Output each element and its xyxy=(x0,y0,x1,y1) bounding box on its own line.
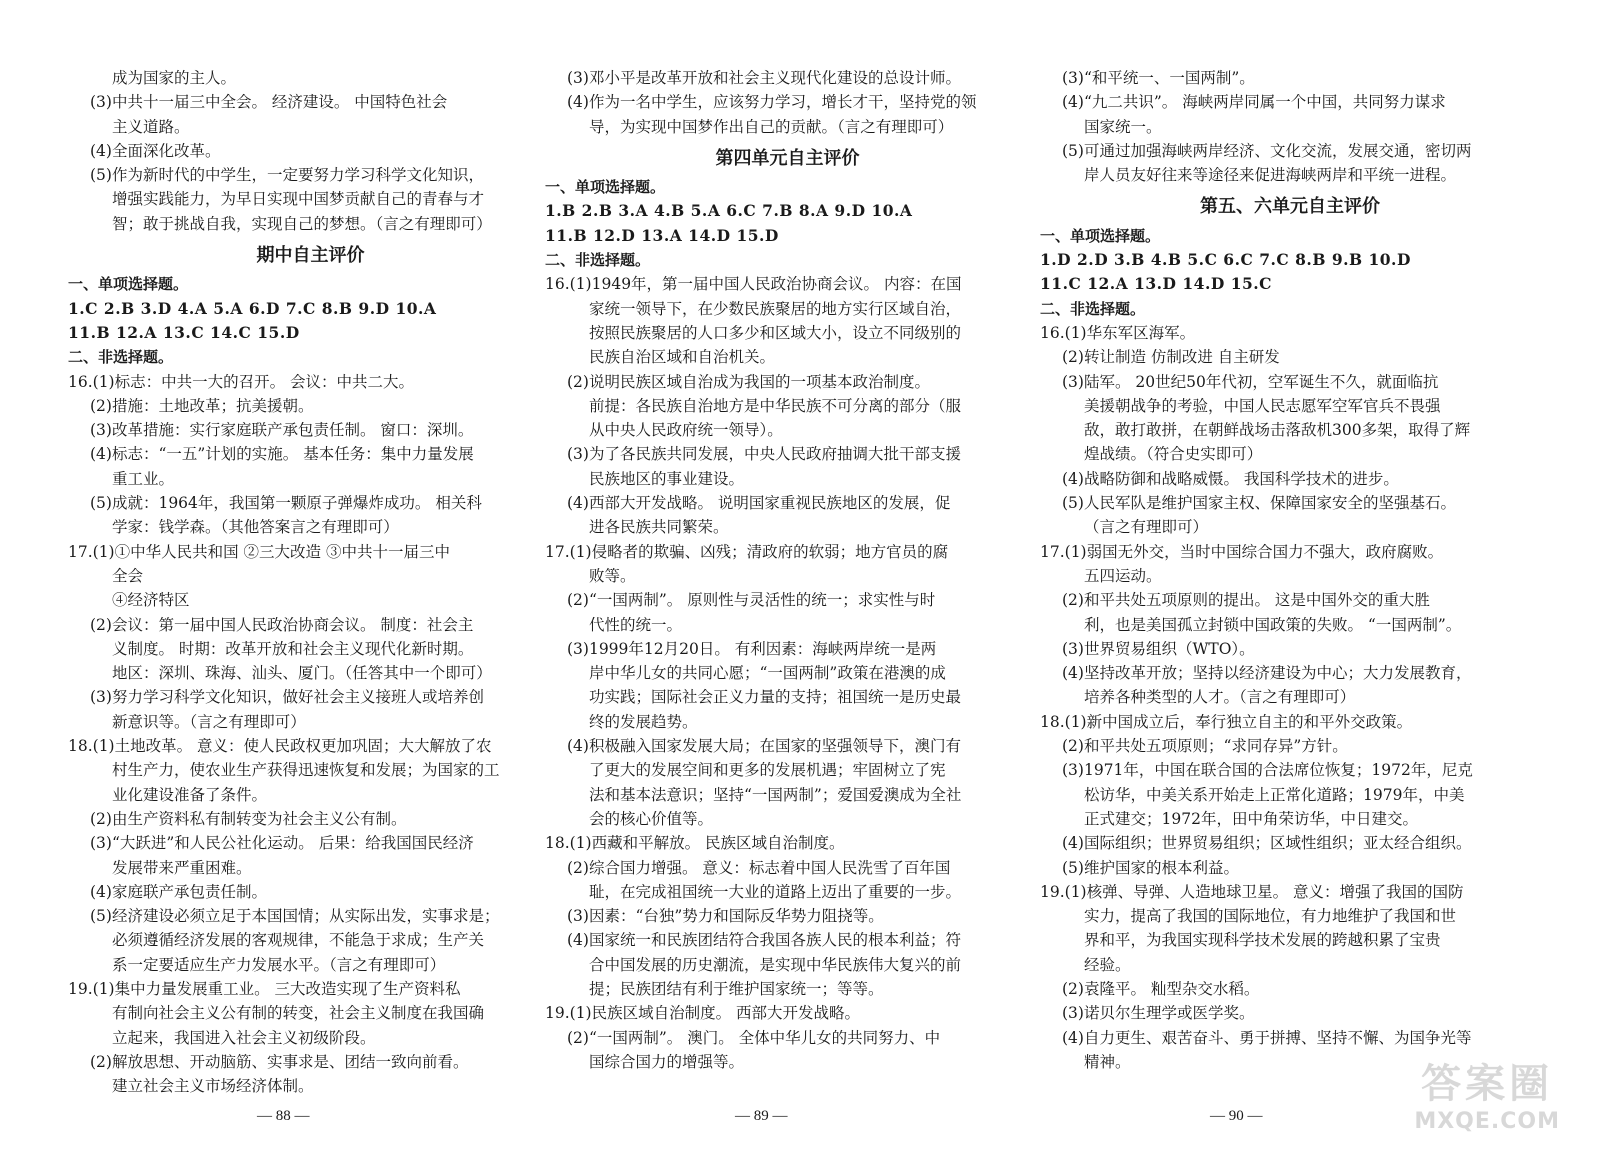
sub-answer-line: (4)坚持改革开放；坚持以经济建设为中心；大力发展教育， xyxy=(1062,664,1472,683)
question-answer-line: 16.(1)1949年，第一届中国人民政治协商会议。 内容：在国 xyxy=(545,275,962,294)
sub-answer-line: (5)作为新时代的中学生，一定要努力学习科学文化知识， xyxy=(90,166,484,185)
sub-answer-line: (3)诺贝尔生理学或医学奖。 xyxy=(1062,1004,1255,1023)
sub-answer-line: (3)世界贸易组织（WTO）。 xyxy=(1062,639,1255,658)
sub-answer-line: (3)因素：“台独”势力和国际反华势力阻挠等。 xyxy=(567,907,884,926)
continuation-line: 功实践；国际社会正义力量的支持；祖国统一是历史最 xyxy=(589,688,962,707)
continuation-line: 实力，提高了我国的国际地位，有力地维护了我国和世 xyxy=(1084,907,1457,926)
continuation-line: 发展带来严重困难。 xyxy=(112,858,252,877)
continuation-line: 导，为实现中国梦作出自己的贡献。（言之有理即可） xyxy=(589,117,954,136)
continuation-line: 合中国发展的历史潮流，是实现中华民族伟大复兴的前 xyxy=(589,955,962,974)
sub-answer-line: (2)说明民族区域自治成为我国的一项基本政治制度。 xyxy=(567,372,930,391)
sub-answer-line: (5)经济建设必须立足于本国国情；从实际出发，实事求是； xyxy=(90,907,500,926)
answer-key-row: 11.B 12.D 13.A 14.D 15.D xyxy=(545,225,779,245)
sub-answer-line: (4)积极融入国家发展大局；在国家的坚强领导下，澳门有 xyxy=(567,737,961,756)
column-page-89 xyxy=(545,66,1030,1074)
continuation-line: 增强实践能力，为早日实现中国梦贡献自己的青春与才 xyxy=(112,190,485,209)
question-answer-line: 16.(1)标志：中共一大的召开。 会议：中共二大。 xyxy=(68,372,415,391)
section-heading: 期中自主评价 xyxy=(256,245,365,267)
sub-answer-line: (4)战略防御和战略威慑。 我国科学技术的进步。 xyxy=(1062,469,1399,488)
continuation-line: 全会 xyxy=(112,566,144,585)
continuation-line: 前提：各民族自治地方是中华民族不可分离的部分（服 xyxy=(589,396,962,415)
continuation-line: 经验。 xyxy=(1084,955,1131,974)
continuation-line: 新意识等。（言之有理即可） xyxy=(112,712,306,731)
question-answer-line: 18.(1)土地改革。 意义：使人民政权更加巩固；大大解放了农 xyxy=(68,737,492,756)
subsection-label: 二、非选择题。 xyxy=(545,251,651,270)
sub-answer-line: (4)标志：“一五”计划的实施。 基本任务：集中力量发展 xyxy=(90,445,474,464)
question-answer-line: 17.(1)①中华人民共和国 ②三大改造 ③中共十一届三中 xyxy=(68,542,450,561)
section-heading: 第四单元自主评价 xyxy=(715,147,860,169)
continuation-line: 从中央人民政府统一领导）。 xyxy=(589,421,783,440)
continuation-line: 重工业。 xyxy=(112,469,175,488)
sub-answer-line: (5)维护国家的根本利益。 xyxy=(1062,858,1239,877)
subsection-label: 二、非选择题。 xyxy=(1040,299,1146,318)
continuation-line: 煌战绩。（符合史实即可） xyxy=(1084,445,1263,464)
continuation-line: 业化建设准备了条件。 xyxy=(112,785,268,804)
continuation-line: 义制度。 时期：改革开放和社会主义现代化新时期。 xyxy=(112,639,474,658)
answer-key-row: 1.D 2.D 3.B 4.B 5.C 6.C 7.C 8.B 9.B 10.D xyxy=(1040,250,1411,270)
watermark-logo xyxy=(1414,1052,1560,1134)
question-answer-line: 18.(1)西藏和平解放。 民族区域自治制度。 xyxy=(545,834,845,853)
sub-answer-line: (4)国家统一和民族团结符合我国各族人民的根本利益；符 xyxy=(567,931,961,950)
sub-answer-line: (2)“一国两制”。 原则性与灵活性的统一；求实性与时 xyxy=(567,591,936,610)
continuation-line: 岸人员友好往来等途径来促进海峡两岸和平统一进程。 xyxy=(1084,166,1457,185)
answer-key-row: 11.C 12.A 13.D 14.D 15.C xyxy=(1040,274,1272,294)
sub-answer-line: (3)1999年12月20日。 有利因素：海峡两岸统一是两 xyxy=(567,639,937,658)
page-number-90: — 90 — xyxy=(1210,1108,1263,1124)
question-answer-line: 18.(1)新中国成立后，奉行独立自主的和平外交政策。 xyxy=(1040,712,1413,731)
sub-answer-line: (3)邓小平是改革开放和社会主义现代化建设的总设计师。 xyxy=(567,69,961,87)
continuation-line: 美援朝战争的考验，中国人民志愿军空军官兵不畏强 xyxy=(1084,396,1441,415)
continuation-line: 民族自治区域和自治机关。 xyxy=(589,348,776,367)
answer-key-row: 1.C 2.B 3.D 4.A 5.A 6.D 7.C 8.B 9.D 10.A xyxy=(68,298,437,318)
answer-key-row: 1.B 2.B 3.A 4.B 5.A 6.C 7.B 8.A 9.D 10.A xyxy=(545,201,913,221)
continuation-line: 敌，敢打敢拼，在朝鲜战场击落敌机300多架，取得了辉 xyxy=(1084,421,1471,440)
continuation-line: 立起来，我国进入社会主义初级阶段。 xyxy=(112,1028,376,1047)
section-heading: 第五、六单元自主评价 xyxy=(1200,196,1380,218)
sub-answer-line: (2)会议：第一届中国人民政治协商会议。 制度：社会主 xyxy=(90,615,474,634)
sub-answer-line: (3)努力学习科学文化知识，做好社会主义接班人或培养创 xyxy=(90,688,484,707)
continuation-line: 家统一领导下，在少数民族聚居的地方实行区域自治， xyxy=(589,299,962,318)
sub-answer-line: (2)“一国两制”。 澳门。 全体中华儿女的共同努力、中 xyxy=(567,1028,941,1047)
sub-answer-line: (2)解放思想、开动脑筋、实事求是、团结一致向前看。 xyxy=(90,1052,469,1071)
page-number-89: — 89 — xyxy=(735,1108,788,1124)
subsection-label: 一、单项选择题。 xyxy=(68,275,189,294)
sub-answer-line: (5)成就：1964年，我国第一颗原子弹爆炸成功。 相关科 xyxy=(90,494,482,513)
continuation-line: 进各民族共同繁荣。 xyxy=(589,518,729,537)
sub-answer-line: (4)家庭联产承包责任制。 xyxy=(90,882,267,901)
sub-answer-line: (5)可通过加强海峡两岸经济、文化交流，发展交通，密切两 xyxy=(1062,141,1472,160)
question-answer-line: 19.(1)民族区域自治制度。 西部大开发战略。 xyxy=(545,1004,861,1023)
sub-answer-line: (5)人民军队是维护国家主权、保障国家安全的坚强基石。 xyxy=(1062,494,1456,513)
question-answer-line: 19.(1)核弹、导弹、人造地球卫星。 意义：增强了我国的国防 xyxy=(1040,882,1464,901)
sub-answer-line: (3)为了各民族共同发展，中央人民政府抽调大批干部支援 xyxy=(567,445,961,464)
continuation-line: 正式建交；1972年，田中角荣访华，中日建交。 xyxy=(1084,809,1418,828)
continuation-line: 有制向社会主义公有制的转变，社会主义制度在我国确 xyxy=(112,1004,485,1023)
continuation-line: 智；敢于挑战自我，实现自己的梦想。（言之有理即可） xyxy=(112,214,492,233)
watermark-url: MXQE.COM xyxy=(1414,1109,1560,1134)
continuation-line: 地区：深圳、珠海、汕头、厦门。（任答其中一个即可） xyxy=(112,664,492,683)
sub-answer-line: (4)全面深化改革。 xyxy=(90,141,221,160)
continuation-line: 界和平，为我国实现科学技术发展的跨越积累了宝贵 xyxy=(1084,931,1441,950)
continuation-line: 利，也是美国孤立封锁中国政策的失败。 “一国两制”。 xyxy=(1084,615,1462,634)
continuation-line: 主义道路。 xyxy=(112,117,190,136)
continuation-line: ④经济特区 xyxy=(112,591,190,610)
continuation-line: 法和基本法意识；坚持“一国两制”；爱国爱澳成为全社 xyxy=(589,785,962,804)
continuation-line: 会的核心价值等。 xyxy=(589,809,714,828)
sub-answer-line: (2)和平共处五项原则；“求同存异”方针。 xyxy=(1062,737,1348,756)
watermark-text: 答案圈 xyxy=(1421,1061,1554,1107)
continuation-line: 学家：钱学森。（其他答案言之有理即可） xyxy=(112,518,399,537)
sub-answer-line: (3)“和平统一、一国两制”。 xyxy=(1062,69,1255,87)
continuation-line: 系一定要适应生产力发展水平。（言之有理即可） xyxy=(112,955,446,974)
sub-answer-line: (4)西部大开发战略。 说明国家重视民族地区的发展，促 xyxy=(567,494,951,513)
sub-answer-line: (4)作为一名中学生，应该努力学习，增长才干，坚持党的领 xyxy=(567,93,977,112)
continuation-line: 培养各种类型的人才。（言之有理即可） xyxy=(1084,688,1356,707)
continuation-line: 国家统一。 xyxy=(1084,117,1162,136)
continuation-line: 村生产力，使农业生产获得迅速恢复和发展；为国家的工 xyxy=(112,761,500,780)
continuation-line: 按照民族聚居的人口多少和区域大小，设立不同级别的 xyxy=(589,323,962,342)
sub-answer-line: (2)由生产资料私有制转变为社会主义公有制。 xyxy=(90,809,407,828)
continuation-line: 败等。 xyxy=(589,566,636,585)
continuation-line: 成为国家的主人。 xyxy=(112,69,237,87)
sub-answer-line: (2)转让制造 仿制改进 自主研发 xyxy=(1062,348,1280,367)
continuation-line: 代性的统一。 xyxy=(589,615,683,634)
continuation-line: 建立社会主义市场经济体制。 xyxy=(112,1077,314,1096)
sub-answer-line: (3)中共十一届三中全会。 经济建设。 中国特色社会 xyxy=(90,93,448,112)
sub-answer-line: (2)袁隆平。 籼型杂交水稻。 xyxy=(1062,979,1260,998)
continuation-line: 国综合国力的增强等。 xyxy=(589,1052,745,1071)
subsection-label: 一、单项选择题。 xyxy=(1040,226,1161,245)
column-page-88 xyxy=(68,66,553,1098)
continuation-line: 民族地区的事业建设。 xyxy=(589,469,745,488)
continuation-line: （言之有理即可） xyxy=(1084,518,1209,537)
column-page-90 xyxy=(1040,66,1540,1074)
sub-answer-line: (3)“大跃进”和人民公社化运动。 后果：给我国国民经济 xyxy=(90,834,474,853)
page-number-88: — 88 — xyxy=(257,1108,310,1124)
continuation-line: 提；民族团结有利于维护国家统一；等等。 xyxy=(589,979,884,998)
sub-answer-line: (3)1971年，中国在联合国的合法席位恢复；1972年，尼克 xyxy=(1062,761,1473,780)
continuation-line: 了更大的发展空间和更多的发展机遇；牢固树立了宪 xyxy=(589,761,946,780)
continuation-line: 五四运动。 xyxy=(1084,566,1162,585)
continuation-line: 终的发展趋势。 xyxy=(589,712,698,731)
sub-answer-line: (2)综合国力增强。 意义：标志着中国人民洗雪了百年国 xyxy=(567,858,951,877)
sub-answer-line: (2)措施：土地改革；抗美援朝。 xyxy=(90,396,314,415)
subsection-label: 二、非选择题。 xyxy=(68,348,174,367)
sub-answer-line: (2)和平共处五项原则的提出。 这是中国外交的重大胜 xyxy=(1062,591,1430,610)
question-answer-line: 17.(1)弱国无外交，当时中国综合国力不强大，政府腐败。 xyxy=(1040,542,1444,561)
continuation-line: 松访华，中美关系开始走上正常化道路；1979年，中美 xyxy=(1084,785,1465,804)
question-answer-line: 16.(1)华东军区海军。 xyxy=(1040,323,1196,342)
sub-answer-line: (4)国际组织；世界贸易组织；区域性组织；亚太经合组织。 xyxy=(1062,834,1472,853)
sub-answer-line: (4)“九二共识”。 海峡两岸同属一个中国，共同努力谋求 xyxy=(1062,93,1446,112)
subsection-label: 一、单项选择题。 xyxy=(545,178,666,197)
sub-answer-line: (3)陆军。 20世纪50年代初，空军诞生不久，就面临抗 xyxy=(1062,372,1439,391)
question-answer-line: 17.(1)侵略者的欺骗、凶残；清政府的软弱；地方官员的腐 xyxy=(545,542,949,561)
answer-key-row: 11.B 12.A 13.C 14.C 15.D xyxy=(68,322,300,342)
continuation-line: 耻，在完成祖国统一大业的道路上迈出了重要的一步。 xyxy=(589,882,962,901)
continuation-line: 精神。 xyxy=(1084,1052,1131,1071)
question-answer-line: 19.(1)集中力量发展重工业。 三大改造实现了生产资料私 xyxy=(68,979,461,998)
continuation-line: 岸中华儿女的共同心愿；“一国两制”政策在港澳的成 xyxy=(589,664,946,683)
sub-answer-line: (4)自力更生、艰苦奋斗、勇于拼搏、坚持不懈、为国争光等 xyxy=(1062,1028,1472,1047)
continuation-line: 必须遵循经济发展的客观规律，不能急于求成；生产关 xyxy=(112,931,485,950)
sub-answer-line: (3)改革措施：实行家庭联产承包责任制。 窗口：深圳。 xyxy=(90,421,474,440)
